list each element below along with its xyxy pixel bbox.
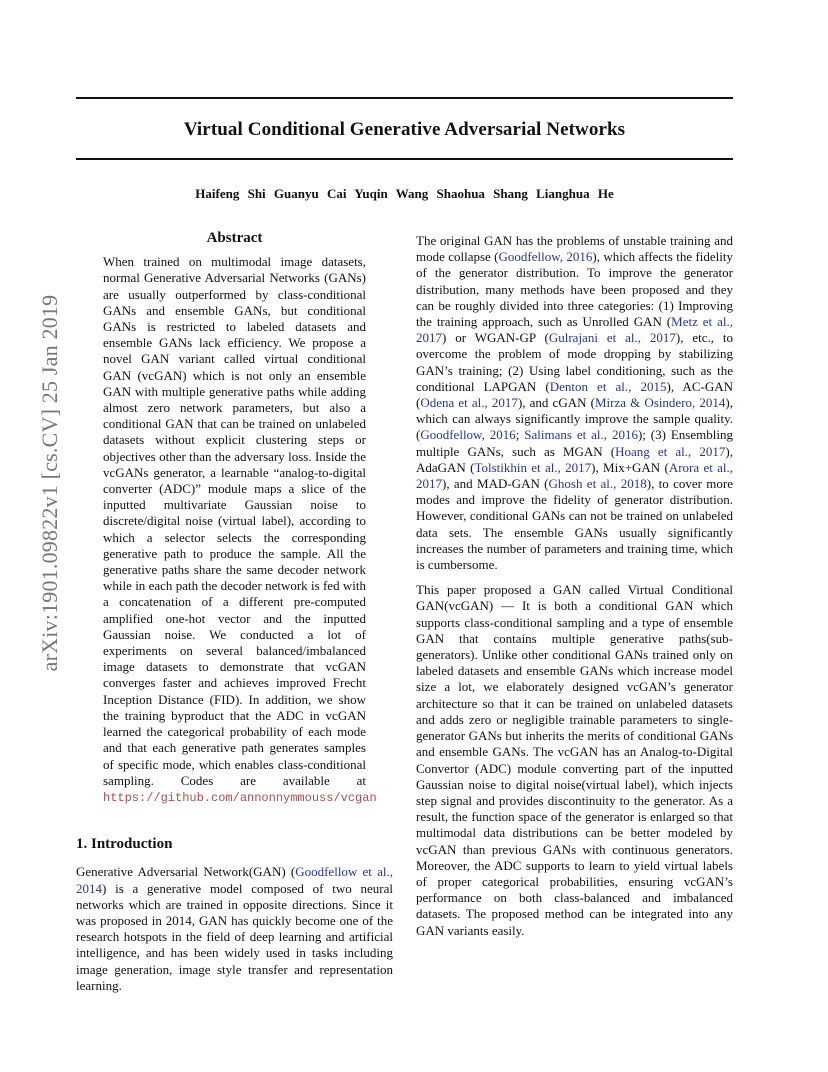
paragraph-text: ), to cover more modes and improve the fidelity of generator distribution. However, conditional GANs can not be trained on unlabeled data sets. The ensemble GANs usually significantly increases the number of parameters and training time, which is cumbersome. (416, 476, 734, 573)
paragraph-text: ; (515, 427, 525, 443)
intro-paragraph-3: This paper proposed a GAN called Virtual Conditional GAN(vcGAN) — It is both a conditional GAN which supports class-conditional sampling and a type of ensemble GAN that contains multiple generative paths(sub-generators). Unlike other conditional GANs trained only on labeled datasets and ensemble GANs which increase model size a lot, we elaborately designed vcGAN’s generator architecture so that it can be trained on unlabeled datasets and adds zero or negligible trainable parameters to single-generator GANs but inherits the merits of conditional GANs and ensemble GANs. The vcGAN has an Analog-to-Digital Convertor (ADC) module converting part of the inputted Gaussian noise to digital noise(virtual label), which injects step signal and provides discontinuity to the generator. As a result, the function space of the generator is enlarged so that multimodal data distributions can be better modeled by vcGAN than previous GANs with continuous generators. Moreover, the ADC supports to learn to yield virtual labels of proper categorical probabilities, ensuring vcGAN’s performance on both class-balanced and imbalanced datasets. The proposed method can be integrated into any GAN variants easily. (416, 582, 733, 938)
paragraph-text: ( (290, 864, 296, 880)
citation-link[interactable]: Salimans et al., 2016 (524, 427, 638, 443)
citation-link[interactable]: Goodfellow, 2016 (498, 249, 593, 265)
citation-link[interactable]: Tolstikhin et al., 2017 (474, 459, 592, 475)
code-link[interactable]: https://github.com/annonnymmouss/vcgan (103, 790, 377, 805)
citation-link[interactable]: Arora et al., 2017 (416, 459, 733, 492)
paragraph-text: ), which can always significantly improve the sample quality. ( (416, 395, 733, 443)
intro-paragraph-2 (416, 233, 733, 573)
title-rule-top (76, 97, 733, 99)
citation-link[interactable]: Hoang et al., 2017 (615, 443, 726, 459)
section-heading-introduction: 1. Introduction (76, 836, 173, 853)
citation-link[interactable]: Goodfellow, 2016 (420, 427, 516, 443)
paper-title: Virtual Conditional Generative Adversarial Networks (183, 119, 626, 140)
paragraph-text: ) is a generative model composed of two neural networks which are trained in opposite directions. Since it was proposed in 2014, GAN has quickly become one of the research hotspots in the field of deep learning and artificial intelligence, and has been widely used in tasks including image generation, image style transfer and representation learning. (76, 880, 393, 993)
abstract-heading: Abstract (206, 230, 263, 246)
intro-paragraph-1 (76, 864, 393, 994)
paragraph-text: Generative Adversarial Network(GAN) (76, 864, 291, 880)
abstract-body (103, 254, 377, 806)
citation-link[interactable]: Odena et al., 2017 (420, 395, 518, 411)
citation-link[interactable]: Mirza & Osindero, 2014 (594, 395, 726, 411)
citation-link[interactable]: Ghosh et al., 2018 (548, 476, 647, 492)
paragraph-text: ), etc., to overcome the problem of mode dropping by stabilizing GAN’s training; (2) Using label conditioning, such as the conditional LAPGAN ( (416, 330, 734, 394)
abstract-text: When trained on multimodal image datasets, normal Generative Adversarial Networks (GANs) are usually outperformed by class-conditional GANs and ensemble GANs, but conditional GANs is restricted to labeled datasets and ensemble GANs lack efficiency. We propose a novel GAN variant called virtual conditional GAN (vcGAN) which is not only an ensemble GAN with multiple generative paths while adding almost zero network parameters, but also a conditional GAN that can be trained on unlabeled datasets without explicit clustering steps or objectives other than the adversary loss. Inside the vcGANs generator, a learnable “analog-to-digital converter (ADC)” module maps a slice of the inputted multivariate Gaussian noise to discrete/digital noise (virtual label), according to which a selector selects the corresponding generative path to produce the sample. All the generative paths share the same decoder network while in each path the decoder network is fed with a concatenation of a different pre-computed amplified one-hot vector and the inputted Gaussian noise. We conducted a lot of experiments on several balanced/imbalanced image datasets to demonstrate that vcGAN converges faster and achieves improved Frecht Inception Distance (FID). In addition, we show the training byproduct that the ADC in vcGAN learned the categorical probability of each mode and that each generative path generates samples of specific mode, which enables class-conditional sampling. Codes are available at (103, 254, 366, 788)
paragraph-text: ), AC-GAN ( (416, 378, 733, 411)
paragraph-text: ); (3) Ensembling multiple GANs, such as MGAN ( (416, 427, 733, 459)
paragraph-text: ), which affects the fidelity of the generator distribution. To improve the generator distribution, many methods have been proposed and they can be roughly divided into three categories: (1) Improving the training approach, such as Unrolled GAN ( (416, 249, 733, 330)
author-list: Haifeng Shi Guanyu Cai Yuqin Wang Shaohua Shang Lianghua He (195, 186, 614, 201)
left-column (76, 230, 393, 994)
paragraph-text: The original GAN has the problems of unstable training and mode collapse ( (416, 233, 733, 265)
paragraph-text: ), and cGAN ( (517, 395, 595, 411)
title-rule-bottom (76, 158, 733, 160)
paragraph-text: ) or WGAN-GP ( (442, 330, 549, 346)
citation-link[interactable]: Gulrajani et al., 2017 (548, 330, 676, 346)
paragraph-text: ), Mix+GAN ( (591, 459, 669, 475)
citation-link[interactable]: Goodfellow et al., 2014 (76, 864, 393, 896)
citation-link[interactable]: Metz et al., 2017 (416, 314, 733, 346)
right-column (416, 233, 733, 939)
paragraph-text: ), and MAD-GAN ( (442, 476, 549, 492)
arxiv-identifier[interactable]: arXiv:1901.09822v1 [cs.CV] 25 Jan 2019 (37, 294, 62, 672)
paragraph-text: ), AdaGAN ( (416, 443, 734, 475)
citation-link[interactable]: Denton et al., 2015 (549, 378, 667, 394)
